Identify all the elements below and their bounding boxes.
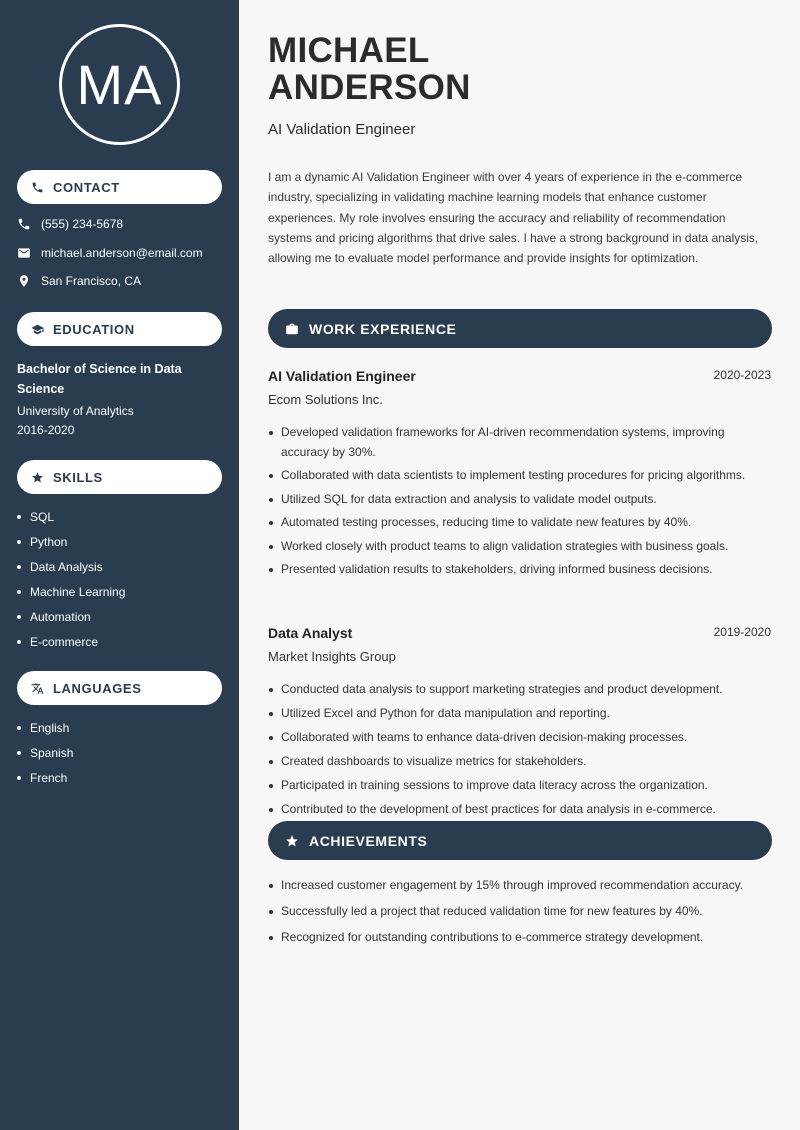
job-bullet: Conducted data analysis to support marketing strategies and product development. [268, 680, 772, 700]
contact-email [17, 246, 203, 260]
skill-item: Machine Learning [17, 579, 125, 604]
job-bullet: Automated testing processes, reducing time to validate new features by 40%. [268, 513, 772, 533]
job-company: Market Insights Group [268, 649, 396, 664]
star-icon [31, 471, 44, 484]
job-bullets [268, 680, 772, 820]
monogram-avatar: MA [59, 24, 180, 145]
sidebar [0, 0, 239, 1130]
skill-item: Data Analysis [17, 554, 125, 579]
name-first: MICHAEL [268, 31, 430, 70]
job-dates: 2019-2020 [713, 625, 771, 639]
skill-item: Python [17, 529, 125, 554]
work-experience-heading [268, 309, 772, 348]
language-item: French [17, 765, 73, 790]
email-icon [17, 246, 31, 260]
star-icon [285, 834, 299, 848]
achievement-item: Successfully led a project that reduced validation time for new features by 40%. [268, 902, 772, 922]
job-bullet: Worked closely with product teams to align validation strategies with business goals. [268, 537, 772, 557]
candidate-role: AI Validation Engineer [268, 121, 416, 138]
education-degree: Bachelor of Science in Data Science [17, 362, 182, 396]
achievement-item: Increased customer engagement by 15% through improved recommendation accuracy. [268, 876, 772, 896]
briefcase-icon [285, 322, 299, 336]
achievement-item: Recognized for outstanding contributions to e-commerce strategy development. [268, 928, 772, 948]
summary-paragraph: I am a dynamic AI Validation Engineer with over 4 years of experience in the e-commerce industry, specializing in validating machine learning models that enhance customer experiences. My role involves ensuring the accuracy and reliability of recommendation systems and pricing algorithms that drive sales. I have a strong background in data analysis, allowing me to evaluate model performance and provide insights for optimization. [268, 170, 759, 266]
job-bullet: Utilized Excel and Python for data manipulation and reporting. [268, 704, 772, 724]
email-text: michael.anderson@email.com [41, 246, 203, 260]
job-bullet: Contributed to the development of best practices for data analysis in e-commerce. [268, 800, 772, 820]
achievements-list [268, 876, 772, 948]
job-bullet: Developed validation frameworks for AI-driven recommendation systems, improving accuracy by 30%. [268, 423, 772, 462]
job-bullet: Collaborated with teams to enhance data-driven decision-making processes. [268, 728, 772, 748]
language-item: English [17, 715, 73, 740]
skill-item: SQL [17, 504, 125, 529]
job-dates: 2020-2023 [713, 368, 771, 382]
job-bullet: Presented validation results to stakeholders, driving informed business decisions. [268, 560, 772, 580]
job-company: Ecom Solutions Inc. [268, 392, 383, 407]
languages-heading [17, 671, 222, 705]
education-years: 2016-2020 [17, 423, 75, 437]
phone-icon [31, 181, 44, 194]
achievements-heading-label: ACHIEVEMENTS [309, 832, 428, 849]
graduation-cap-icon [31, 323, 44, 336]
skills-heading [17, 460, 222, 494]
job-bullet: Collaborated with data scientists to implement testing procedures for pricing algorithms. [268, 466, 772, 486]
location-pin-icon [17, 274, 31, 288]
candidate-name [268, 32, 471, 106]
job-bullet: Utilized SQL for data extraction and analysis to validate model outputs. [268, 490, 772, 510]
job-bullet: Created dashboards to visualize metrics for stakeholders. [268, 752, 772, 772]
language-item: Spanish [17, 740, 73, 765]
job-bullets [268, 423, 772, 580]
name-last: ANDERSON [268, 68, 471, 107]
job-title: AI Validation Engineer [268, 368, 416, 384]
skill-item: Automation [17, 604, 125, 629]
work-experience-heading-label: WORK EXPERIENCE [309, 320, 457, 337]
skills-heading-label: SKILLS [53, 469, 103, 485]
contact-location [17, 274, 141, 288]
job-title: Data Analyst [268, 625, 353, 641]
contact-phone [17, 217, 123, 231]
contact-heading-label: CONTACT [53, 179, 120, 195]
achievements-heading [268, 821, 772, 860]
languages-heading-label: LANGUAGES [53, 680, 142, 696]
location-text: San Francisco, CA [41, 274, 142, 288]
education-heading [17, 312, 222, 346]
languages-list [17, 715, 73, 790]
skill-item: E-commerce [17, 629, 125, 654]
translate-icon [31, 682, 44, 695]
skills-list [17, 504, 125, 654]
phone-icon [17, 217, 31, 231]
contact-heading [17, 170, 222, 204]
job-bullet: Participated in training sessions to improve data literacy across the organization. [268, 776, 772, 796]
phone-text: (555) 234-5678 [41, 217, 124, 231]
education-school: University of Analytics [17, 404, 134, 418]
education-heading-label: EDUCATION [53, 321, 135, 337]
